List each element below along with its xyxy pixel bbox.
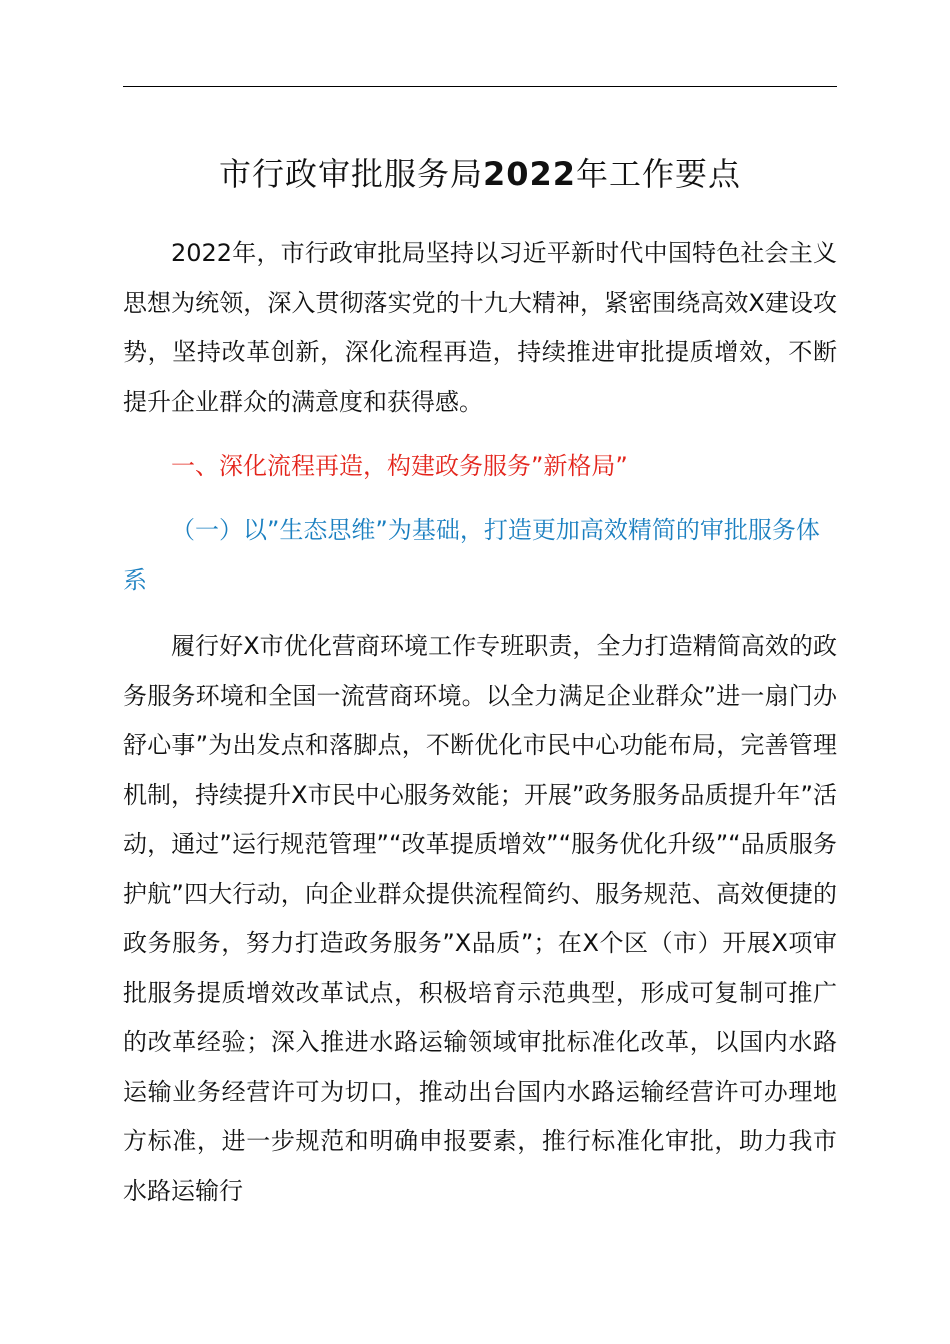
section-heading: 一、深化流程再造，构建政务服务”新格局”: [171, 452, 628, 480]
title-suffix: 年工作要点: [576, 155, 742, 193]
title-year: 2022: [482, 155, 577, 193]
intro-paragraph: 2022年，市行政审批局坚持以习近平新时代中国特色社会主义思想为统领，深入贯彻落实党的十九大精神，紧密围绕高效X建设攻势，坚持改革创新，深化流程再造，持续推进审批提质增效，不断提升企业群众的满意度和获得感。: [123, 239, 837, 416]
body-paragraph: 履行好X市优化营商环境工作专班职责，全力打造精简高效的政务服务环境和全国一流营商环境。以全力满足企业群众”进一扇门办舒心事”为出发点和落脚点，不断优化市民中心功能布局，完善管理机制，持续提升X市民中心服务效能；开展”政务服务品质提升年”活动，通过”运行规范管理”“改革提质增效”“服务优化升级”“品质服务护航”四大行动，向企业群众提供流程简约、服务规范、高效便捷的政务服务，努力打造政务服务”X品质”；在X个区（市）开展X项审批服务提质增效改革试点，积极培育示范典型，形成可复制可推广的改革经验；深入推进水路运输领域审批标准化改革，以国内水路运输业务经营许可为切口，推动出台国内水路运输经营许可办理地方标准，进一步规范和明确申报要素，推行标准化审批，助力我市水路运输行: [123, 632, 837, 1205]
subsection-heading: （一）以”生态思维”为基础，打造更加高效精简的审批服务体系: [123, 516, 820, 594]
header-rule: [123, 86, 837, 87]
document-title: [123, 150, 837, 198]
title-prefix: 市行政审批服务局: [218, 155, 483, 193]
